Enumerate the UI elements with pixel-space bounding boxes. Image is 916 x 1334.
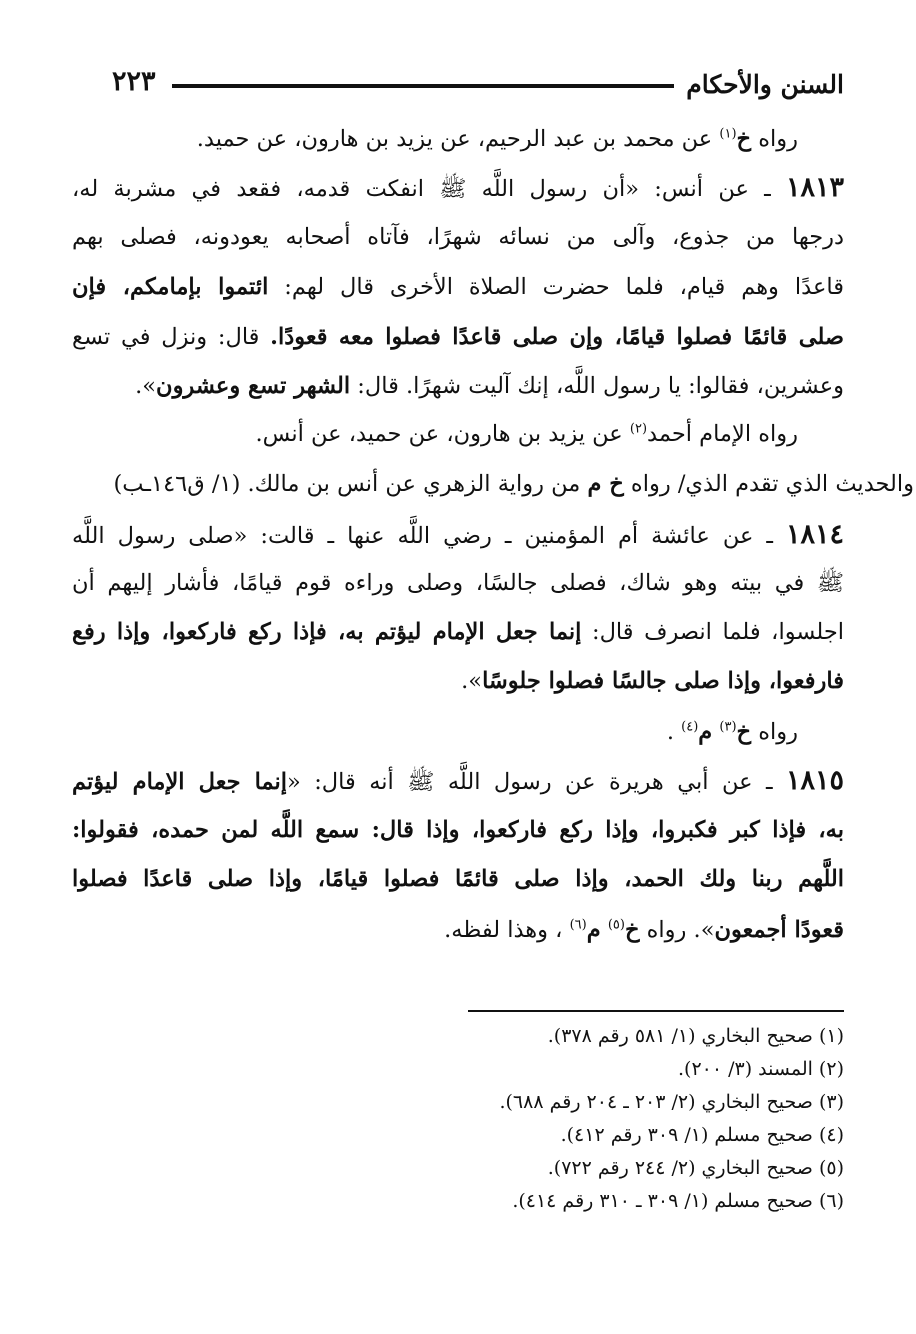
text-segment: من رواية الزهري عن أنس بن مالك. [240,471,588,497]
text-segment: رواه [751,126,798,152]
text-segment: ـ عن أبي هريرة عن رسول اللَّه ﷺ أنه قال: « [287,769,786,795]
footnote-ref: (٣) [719,719,737,735]
text-segment: ». [135,373,157,399]
footnote: (٥) صحيح البخاري (٢/ ٢٤٤ رقم ٧٢٢). [547,1157,844,1179]
hadith-number: ١٨١٥ [785,765,844,796]
source-symbol: خ [736,126,752,152]
text-segment: قاعدًا وهم قيام، فلما حضرت الصلاة الأخرى قال لهم: [268,274,844,300]
text-line [72,515,844,555]
text-segment: . [666,719,682,745]
text-line [72,168,844,208]
hadith-quote: إنما جعل الإمام ليؤتم به، فإذا ركع فاركعوا، وإذا رفع [72,619,582,645]
source-symbol: خ [736,719,752,745]
footnote: (٤) صحيح مسلم (١/ ٣٠٩ رقم ٤١٢). [560,1124,844,1146]
text-segment: والحديث الذي تقدم الذي/ رواه [623,471,914,497]
text-segment: ﷺ في بيته وهو شاك، فصلى جالسًا، وصلى وراءه قوم قيامًا، فأشار إليهم أن [72,570,844,596]
hadith-quote: قعودًا أجمعون [714,917,844,943]
manuscript-folio-ref: (١/ ق١٤٦ـب) [113,471,241,497]
text-line [461,661,844,701]
text-line [72,761,844,801]
running-header-title: السنن والأحكام [686,70,844,99]
text-segment: قال: ونزل في تسع [72,324,271,350]
footnote-ref: (٤) [681,719,699,735]
hadith-quote: إنما جعل الإمام ليؤتم [72,769,287,795]
hadith-quote: اللَّهم ربنا ولك الحمد، وإذا صلى قائمًا فصلوا قيامًا، وإذا صلى قاعدًا فصلوا [72,866,844,892]
footnote: (٦) صحيح مسلم (١/ ٣٠٩ ـ ٣١٠ رقم ٤١٤). [512,1190,844,1212]
text-line [114,464,914,504]
page-number: ٢٢٣ [112,66,156,97]
source-symbol: م [586,917,601,943]
text-line [72,612,844,652]
text-line [135,366,844,406]
source-symbol: خ [624,917,640,943]
text-line [72,859,844,899]
text-line [444,910,844,950]
text-line [255,414,798,454]
footnote-ref: (٢) [629,421,648,437]
footnote-ref: (٥) [607,917,625,933]
text-segment: وعشرين، فقالوا: يا رسول اللَّه، إنك آليت شهرًا. قال: [350,373,844,399]
text-line [667,712,798,752]
text-segment: درجها من جذوع، وآلى من نسائه شهرًا، فآتاه أصحابه يعودونه، فصلى بهم [72,224,844,250]
hadith-quote: صلى قائمًا فصلوا قيامًا، وإن صلى قاعدًا فصلوا معه قعودًا. [270,324,845,350]
footnote-separator [468,1010,844,1012]
text-line [72,267,844,307]
footnote-ref: (١) [719,126,737,142]
hadith-quote: به، فإذا كبر فكبروا، وإذا ركع فاركعوا، وإذا قال: سمع اللَّه لمن حمده، فقولوا: [72,817,844,843]
hadith-quote: فارفعوا، وإذا صلى جالسًا فصلوا جلوسًا [482,668,844,694]
text-segment: رواه الإمام أحمد [647,421,798,447]
text-segment: ». [461,668,483,694]
text-segment: ـ عن عائشة أم المؤمنين ـ رضي اللَّه عنها ـ قالت: «صلى رسول اللَّه [72,523,786,549]
header-rule [172,84,674,88]
source-symbol: م [698,719,713,745]
hadith-number: ١٨١٤ [785,519,844,550]
footnote: (١) صحيح البخاري (١/ ٥٨١ رقم ٣٧٨). [547,1025,844,1047]
text-segment: اجلسوا، فلما انصرف قال: [581,619,845,645]
text-segment: ـ عن أنس: «أن رسول اللَّه ﷺ انفكت قدمه، فقعد في مشربة له، [72,176,786,202]
text-line [72,810,844,850]
footnote: (٢) المسند (٣/ ٢٠٠). [677,1058,844,1080]
text-segment: ». رواه [639,917,715,943]
source-symbol: خ م [587,471,624,497]
hadith-quote: ائتموا بإمامكم، فإن [72,274,269,300]
footnote-ref: (٦) [569,917,587,933]
hadith-number: ١٨١٣ [785,172,844,203]
text-segment: عن يزيد بن هارون، عن حميد، عن أنس. [255,421,630,447]
text-line [72,217,844,257]
hadith-quote: الشهر تسع وعشرون [156,373,351,399]
text-line [72,563,844,603]
text-segment: عن محمد بن عبد الرحيم، عن يزيد بن هارون، عن حميد. [196,126,720,152]
text-segment: ، وهذا لفظه. [444,917,570,943]
text-segment [601,917,608,943]
text-line [72,317,844,357]
text-segment: رواه [751,719,798,745]
text-line [197,119,798,159]
footnote: (٣) صحيح البخاري (٢/ ٢٠٣ ـ ٢٠٤ رقم ٦٨٨). [499,1091,844,1113]
